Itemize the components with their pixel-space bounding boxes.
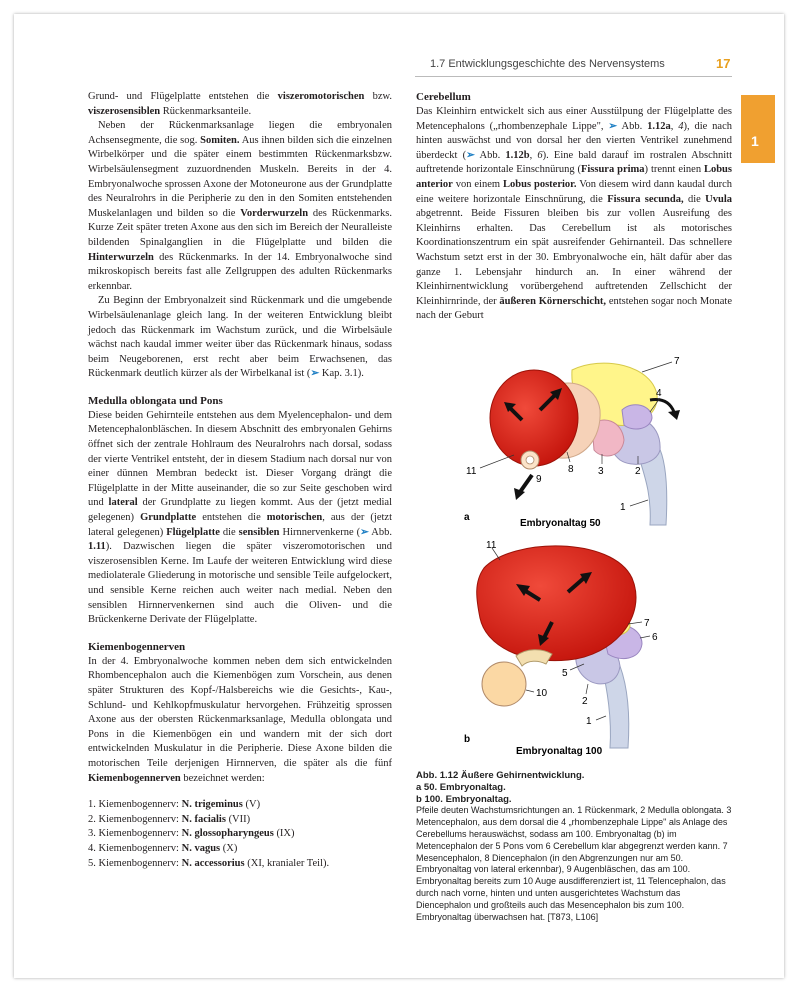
figure-embryonic-day-50 (452, 350, 722, 530)
paragraph: In der 4. Embryonalwoche kommen neben dem sich entwickelnden Rhombencephalon auch die Kiemenbögen zum Vorschein, aus denen später Strukturen des Kopf-/Halsbereichs wie die Gesichts-, Kau-, Schlund- und Kehlkopfmuskulatur hervorgehen. Frühzeitig sprossen Axone aus der obersten Rückenmarksanlage, Medulla oblongata und Pons in die Kiemenbögen ein und wandern mit der sich dort entwickelnden Muskulatur in die Peripherie. Diese Axone bilden die motorischen Teile derjenigen Hirnnerven, die später als die fünf Kiemenbogennerven bezeichnet werden: (88, 655, 392, 784)
list-item: 1. Kiemenbogennerv: N. trigeminus (V) (88, 799, 261, 811)
figure-letter: b (464, 734, 471, 745)
list-item: 4. Kiemenbogennerv: N. vagus (X) (88, 842, 238, 854)
list-item: 3. Kiemenbogennerv: N. glossopharyngeus (IX) (88, 828, 295, 840)
figure-letter: a (464, 512, 470, 523)
section-heading: Medulla oblongata und Pons (88, 394, 223, 407)
left-column (88, 90, 392, 871)
caption-body: Pfeile deuten Wachstumsrichtungen an. 1 Rückenmark, 2 Medulla oblongata. 3 Metencephalon, aus dem dorsal die 4 „rhombenzephale Lippe" als Anlage des Cerebellums herauswächst, sodass am 100. Embryonaltag (b) im Metencephalon der 5 Pons vom 6 Cerebellum klar abgegrenzt werden kann. 7 Mesencephalon, 8 Diencephalon (in den Abgrenzungen nur am 50. Embryonaltag von lateral erkennbar), 9 Augenbläschen, das am 100. Embryonaltag bereits zum 10 Auge ausdifferenziert ist, 11 Telencephalon, das durch nach vorne, hinten und unten ausgerichtetes Wachstum das Diencephalon und großteils auch das Mesencephalon bis zum 100. Embryonaltag überwachsen hat. [T873, L106] (416, 805, 732, 922)
figure-title: Embryonaltag 100 (516, 746, 603, 757)
nerve-list (88, 798, 392, 871)
paragraph: Zu Beginn der Embryonalzeit sind Rückenmark und die umgebende Wirbelsäulenanlage gleich lang. In der weiteren Entwicklung bleibt jedoch das Rückenmark im Wachstum zurück, und die Wirbelsäule wächst nach kaudal immer weiter über das Rückenmark hinaus, sodass beim Neugeborenen, erst recht aber beim Erwachsenen, das Rückenmark deutlich kürzer als der Wirbelkanal ist (➢ Kap. 3.1). (88, 295, 392, 380)
caption-line: a 50. Embryonaltag. (416, 781, 506, 793)
figure-title: Embryonaltag 50 (520, 518, 601, 529)
paragraph: Das Kleinhirn entwickelt sich aus einer Ausstülpung der Flügelplatte des Metencephalons („rhombenzephale Lippe", ➢ Abb. 1.12a, 4), die nach hinten auswächst und von dorsal her den vierten Ventrikel zunehmend überdeckt (➢ Abb. 1.12b, 6). Eine bald darauf im rostralen Abschnitt auftretende horizontale Einschnürung (Fissura prima) trennt einen Lobus anterior von einem Lobus posterior. Von diesem wird dann kaudal durch eine weitere horizontale Einschnürung, die Fissura secunda, die Uvula abgetrennt. Beide Fissuren bleiben bis zur vollen Ausreifung des Kleinhirns erhalten. Das Cerebellum ist als motorisches Koordinationszentrum ein spät ausreifender Gehirnanteil. Das schnellere Wachstum setzt erst in der 30. Embryonalwoche ein, hält dafür aber das ganze 1. Lebensjahr hindurch an. In einer während der Kleinhirnentwicklung vorübergehend auftretenden Zellschicht der Kleinhirnrinde, der äußeren Körnerschicht, entstehen sogar noch Monate nach der Geburt (416, 106, 732, 322)
figure-label: 6 (652, 632, 658, 643)
figure-caption (416, 770, 732, 923)
paragraph: Grund- und Flügelplatte entstehen die viszeromotorischen bzw. viszerosensiblen Rückenmarksanteile. (88, 91, 393, 117)
figure-label: 5 (562, 668, 568, 679)
cross-reference-arrow-icon: ➢ (608, 120, 618, 132)
chapter-tab-number: 1 (751, 133, 759, 149)
figure-label: 1 (620, 502, 626, 513)
list-item: 2. Kiemenbogennerv: N. facialis (VII) (88, 813, 251, 825)
chapter-tab (741, 95, 775, 163)
figure-embryonic-day-100 (452, 538, 722, 760)
cross-reference-arrow-icon: ➢ (310, 368, 320, 380)
caption-title: Abb. 1.12 Äußere Gehirnentwicklung. (416, 770, 585, 781)
figure-label: 9 (536, 474, 542, 485)
figure-label: 1 (586, 716, 592, 727)
right-column (416, 90, 732, 324)
rhombencephalic-lip-shape (622, 405, 652, 429)
paragraph: Neben der Rückenmarksanlage liegen die embryonalen Achsensegmente, die sog. Somiten. Aus ihnen bilden sich die einzelnen Wirbelkörper und die später einem bestimmten Rückenmarksbzw. Wirbelsäulensegment zuzuordnenden Muskeln. Bereits in der 4. Embryonalwoche sprossen Axone der Motoneurone aus der Grundplatte des Neuralrohrs in die Peripherie zu den in den Somiten entstehenden Muskelanlagen und bilden so die Vorderwurzeln des Rückenmarks. Kurze Zeit später treten Axone aus den sich im Bereich der Neuralleiste bildenden Spinalganglien in die Flügelplatte und bilden die Hinterwurzeln des Rückenmarks. In der 14. Embryonalwoche sind mikroskopisch bereits fast alle Zellgruppen des adulten Rückenmarks erkennbar. (88, 120, 392, 292)
growth-arrow-icon (520, 475, 532, 492)
brain-diagram-day-50 (452, 350, 722, 530)
figure-label: 11 (486, 540, 497, 551)
cross-reference-arrow-icon: ➢ (360, 526, 369, 538)
cross-reference-arrow-icon: ➢ (466, 149, 475, 161)
page-number: 17 (716, 56, 731, 71)
paragraph: Diese beiden Gehirnteile entstehen aus dem Myelencephalon- und dem Metencephalonbläschen. In diesem Abschnitt des embryonalen Gehirns öffnet sich der zentrale Hohlraum des Neuralrohrs nach dorsal, sodass der vierte Ventrikel entsteht, der in diesem Stadium nach dorsal nur von einer dünnen Membran bedeckt ist. Dieser Vorgang drängt die Flügelplatte in der Mitte auseinander, die so zur Seite geschoben wird und lateral der Grundplatte zu liegen kommt. Aus der (jetzt medial gelegenen) Grundplatte entstehen die motorischen, aus der (jetzt lateral gelegenen) Flügelplatte die sensiblen Hirnnervenkerne (➢ Abb. 1.11). Dazwischen liegen die später viszeromotorischen und viszerosensiblen Kerne. Im Laufe der weiteren Entwicklung wird diese mediolaterale Gliederung in motorische und sensible Teile aufgelockert, und sensible Kerne reichen auch weiter nach medial. Neben den sensiblen Hirnnervenkernen sind auch die Oliven- und die Brückenkerne Derivate der Flügelplatte. (88, 409, 393, 626)
section-heading: Cerebellum (416, 91, 471, 103)
section-heading: Kiemenbogennerven (88, 640, 186, 653)
figure-label: 3 (598, 466, 604, 477)
telencephalon-shape (477, 546, 636, 661)
figure-label: 10 (536, 688, 548, 699)
running-header: 1.7 Entwicklungsgeschichte des Nervensystems (430, 58, 665, 70)
figure-label: 4 (656, 388, 662, 399)
list-item: 5. Kiemenbogennerv: N. accessorius (XI, kranialer Teil). (88, 857, 330, 869)
figure-label: 2 (582, 696, 588, 707)
figure-label: 2 (635, 466, 641, 477)
figure-label: 7 (644, 618, 650, 629)
figure-label: 7 (674, 356, 680, 367)
brain-diagram-day-100 (452, 538, 722, 760)
caption-line: b 100. Embryonaltag. (416, 793, 512, 805)
figure-label: 11 (466, 466, 477, 477)
eye-shape (482, 662, 526, 706)
header-rule (415, 76, 732, 77)
optic-stalk-shape (516, 650, 552, 666)
figure-label: 8 (568, 464, 574, 475)
